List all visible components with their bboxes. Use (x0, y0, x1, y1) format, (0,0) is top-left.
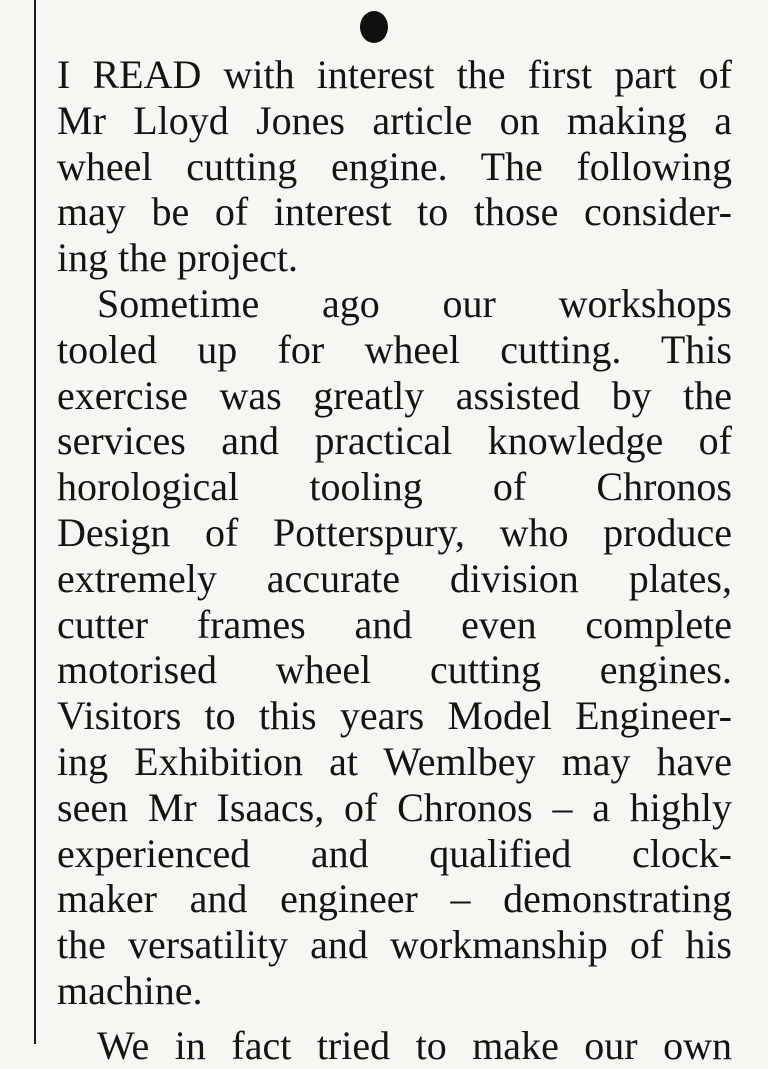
column-rule (34, 0, 36, 1044)
text-line: the versatility and workmanship of his (57, 922, 732, 968)
paragraph-2 (57, 281, 732, 1014)
text-line: experienced and qualified clock- (57, 830, 732, 876)
text-line: services and practical knowledge of (57, 418, 732, 464)
text-line: I READ with interest the first part of (57, 52, 732, 97)
text-line: Visitors to this years Model Engineer- (57, 693, 732, 739)
text-line: tooled up for wheel cutting. This (57, 326, 732, 372)
text-line: motorised wheel cutting engines. (57, 647, 732, 693)
text-line: cutter frames and even complete (57, 601, 732, 647)
text-line: horological tooling of Chronos (57, 464, 732, 510)
letter-text (57, 52, 732, 1014)
text-line: maker and engineer – demonstrating (57, 876, 732, 922)
text-line: wheel cutting engine. The following (57, 143, 732, 189)
text-line: Design of Potterspury, who produce (57, 509, 732, 555)
section-bullet (360, 11, 388, 43)
text-line: We in fact tried to make our own (97, 1023, 732, 1068)
text-line: machine. (57, 967, 203, 1013)
text-line: Sometime ago our workshops (97, 280, 732, 326)
paragraph-1 (57, 52, 732, 281)
text-line: exercise was greatly assisted by the (57, 372, 732, 418)
text-line: Mr Lloyd Jones article on making a (57, 97, 732, 143)
text-line: ing the project. (57, 235, 299, 281)
text-line: seen Mr Isaacs, of Chronos – a highly (57, 784, 732, 830)
paragraph-3-cut-off (57, 1011, 732, 1068)
text-line: ing Exhibition at Wemlbey may have (57, 738, 732, 784)
text-line: may be of interest to those consider- (57, 189, 732, 235)
text-line: extremely accurate division plates, (57, 555, 732, 601)
